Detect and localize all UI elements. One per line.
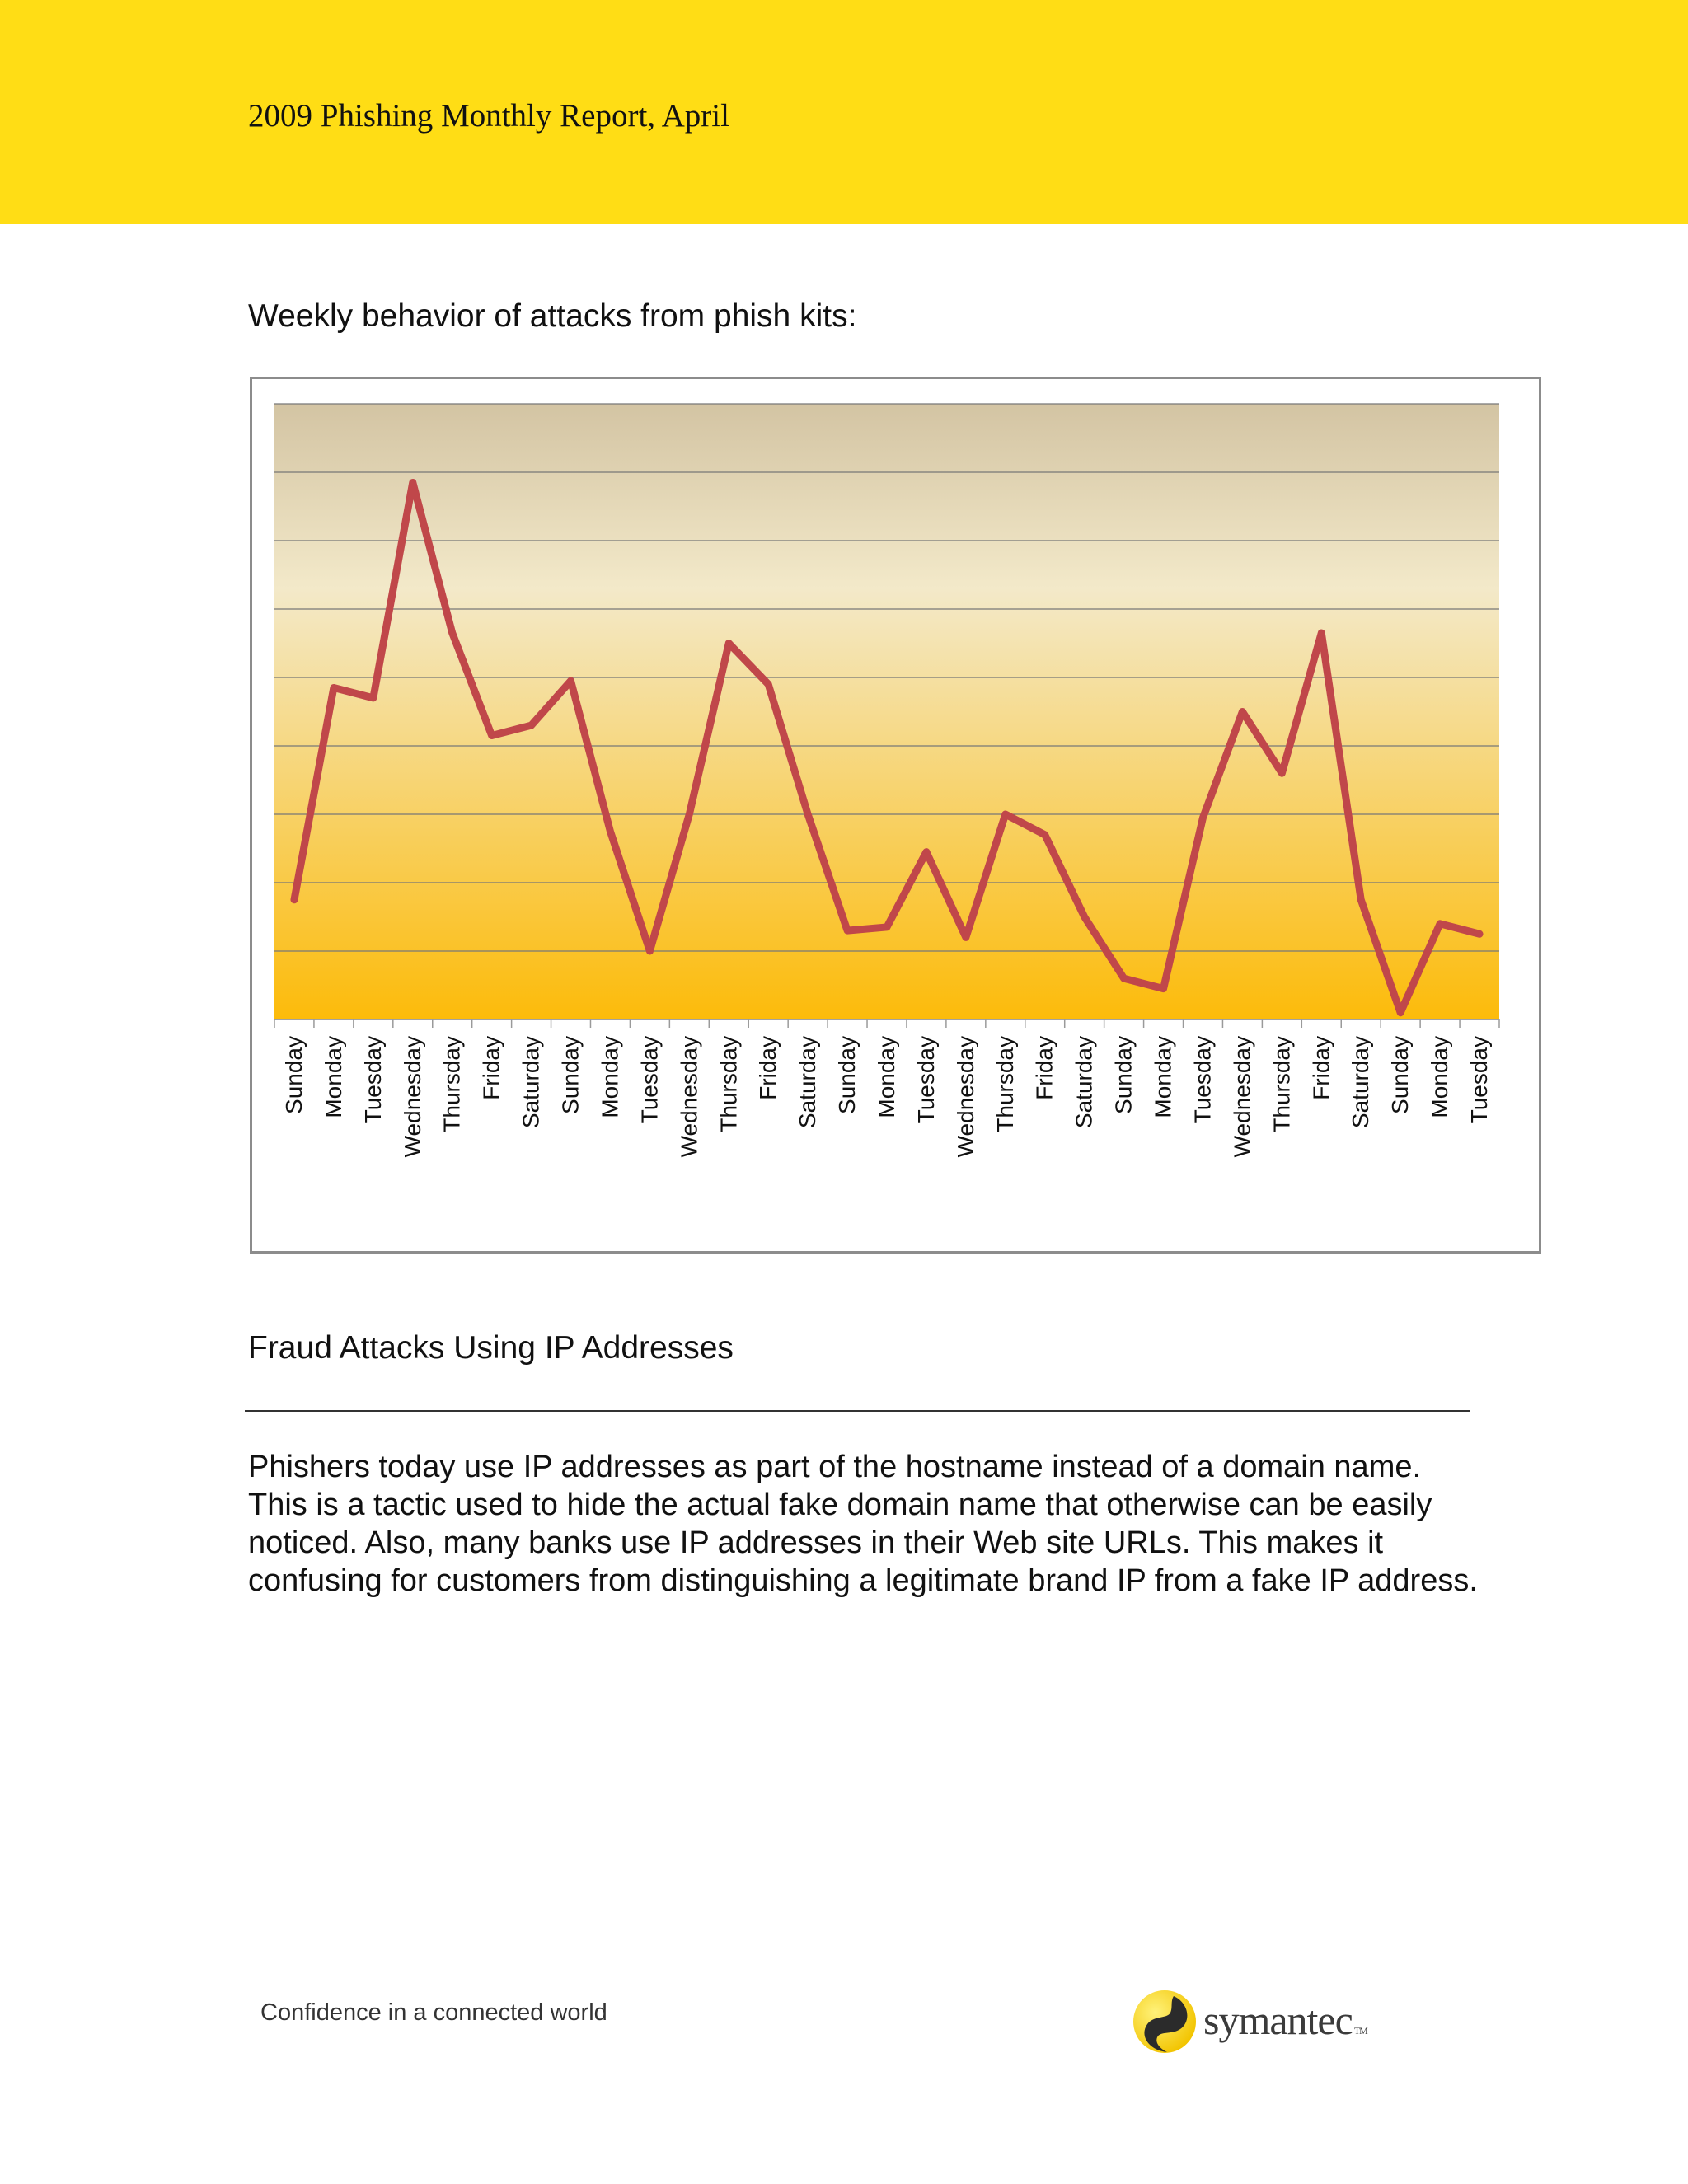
x-tick-label: Monday [874,1036,899,1118]
x-tick-label: Friday [1308,1036,1334,1100]
footer-tagline: Confidence in a connected world [260,1999,607,2026]
x-tick-label: Saturday [795,1036,821,1129]
logo-wordmark: symantec TM [1203,1997,1367,2043]
x-tick-label: Friday [755,1036,781,1100]
x-tick-label: Saturday [1071,1036,1097,1129]
x-tick-label: Thursday [438,1036,465,1132]
x-axis [274,1019,1499,1028]
symantec-logo-icon [1131,1988,1198,2055]
x-tick-label: Sunday [1387,1036,1414,1114]
report-title: 2009 Phishing Monthly Report, April [248,98,729,134]
x-tick-label: Friday [478,1036,504,1100]
x-tick-label: Sunday [557,1036,584,1114]
fraud-paragraph: Phishers today use IP addresses as part of the hostname instead of a domain name. This is a tactic used to hide the actual fake domain name that otherwise can be easily noticed. Also, many banks use IP addresses in their Web site URLs. This makes it confusing for customers from distinguishing a legitimate brand IP from a fake IP address. [248,1450,1478,1598]
x-tick-label: Wednesday [1229,1036,1255,1158]
x-tick-label: Wednesday [399,1036,425,1158]
x-tick-label: Wednesday [676,1036,702,1158]
x-tick-label: Sunday [1110,1036,1137,1114]
x-tick-label: Sunday [280,1036,307,1114]
x-tick-label: Thursday [992,1036,1018,1132]
x-tick-label: Thursday [1268,1036,1295,1132]
chart-section-heading: Weekly behavior of attacks from phish kits: [248,298,857,334]
x-tick-label: Wednesday [952,1036,978,1158]
x-tick-label: Monday [597,1036,623,1118]
x-tick-labels [281,1036,1492,1157]
x-tick-label: Tuesday [1189,1036,1216,1124]
x-tick-label: Monday [1150,1036,1176,1118]
x-tick-label: Friday [1031,1036,1057,1100]
chart-frame [250,377,1541,1254]
symantec-logo [1131,1988,1378,2062]
x-tick-label: Tuesday [912,1036,939,1124]
logo-trademark: TM [1353,2025,1367,2036]
x-tick-label: Tuesday [359,1036,386,1124]
fraud-section-heading: Fraud Attacks Using IP Addresses [248,1330,734,1366]
x-tick-label: Saturday [1348,1036,1374,1129]
x-tick-label: Tuesday [1466,1036,1493,1124]
x-tick-label: Monday [320,1036,346,1118]
x-tick-label: Thursday [715,1036,742,1132]
line-chart [252,379,1539,1251]
x-tick-label: Sunday [834,1036,860,1114]
section-divider [245,1410,1470,1412]
x-tick-label: Monday [1427,1036,1453,1118]
x-tick-label: Tuesday [636,1036,663,1124]
x-tick-label: Saturday [518,1036,544,1129]
